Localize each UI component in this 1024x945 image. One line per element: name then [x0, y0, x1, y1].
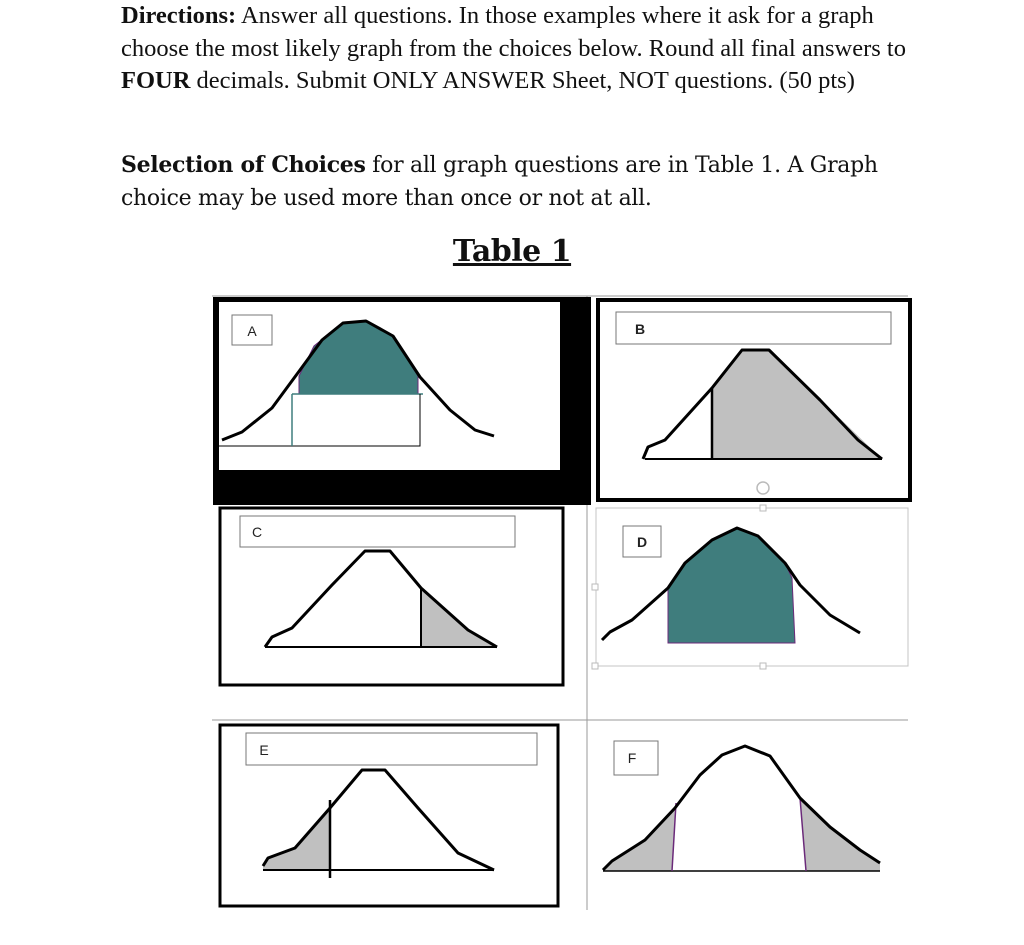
graph-choice-d [592, 505, 908, 669]
selection-text: for all graph questions are in Table 1. A Graph choice may be used more than once or not at all. [121, 153, 878, 211]
graph-d-shaded-region [668, 528, 795, 643]
graph-choice-b [598, 300, 910, 500]
graph-d-handle-bottom [760, 663, 766, 669]
directions-text-1: Answer all questions. In those examples where it ask for a graph choose the most likely graph from the choices below. Round all final answers to [121, 2, 906, 62]
graph-b-shaded-region [712, 350, 882, 459]
graph-c-label: C [251, 524, 263, 540]
directions-label: Directions: [121, 2, 237, 29]
graph-f-label: F [627, 750, 637, 766]
directions-text-2: decimals. Submit ONLY ANSWER Sheet, NOT questions. (50 pts) [190, 67, 855, 94]
graph-choice-a [213, 297, 591, 505]
graph-b-label-box [616, 312, 891, 344]
graph-d-label: D [636, 534, 648, 550]
graph-choice-f [603, 741, 880, 871]
selection-label: Selection of Choices [121, 152, 366, 178]
rotate-handle-icon [757, 482, 769, 494]
graph-d-handle-corner [592, 663, 598, 669]
graph-choice-c [220, 508, 563, 685]
graph-b-label: B [634, 321, 646, 337]
graph-e-label: E [259, 742, 269, 758]
graph-d-handle-left [592, 584, 598, 590]
table-title: Table 1 [452, 234, 572, 269]
graph-f-bounds [672, 798, 806, 871]
directions-emphasis: FOUR [121, 67, 191, 94]
graph-d-handle-top [760, 505, 766, 511]
graph-e-label-box [246, 733, 537, 765]
graph-choice-e [220, 725, 558, 906]
graph-c-label-box [240, 516, 515, 547]
graph-a-label: A [247, 323, 257, 339]
